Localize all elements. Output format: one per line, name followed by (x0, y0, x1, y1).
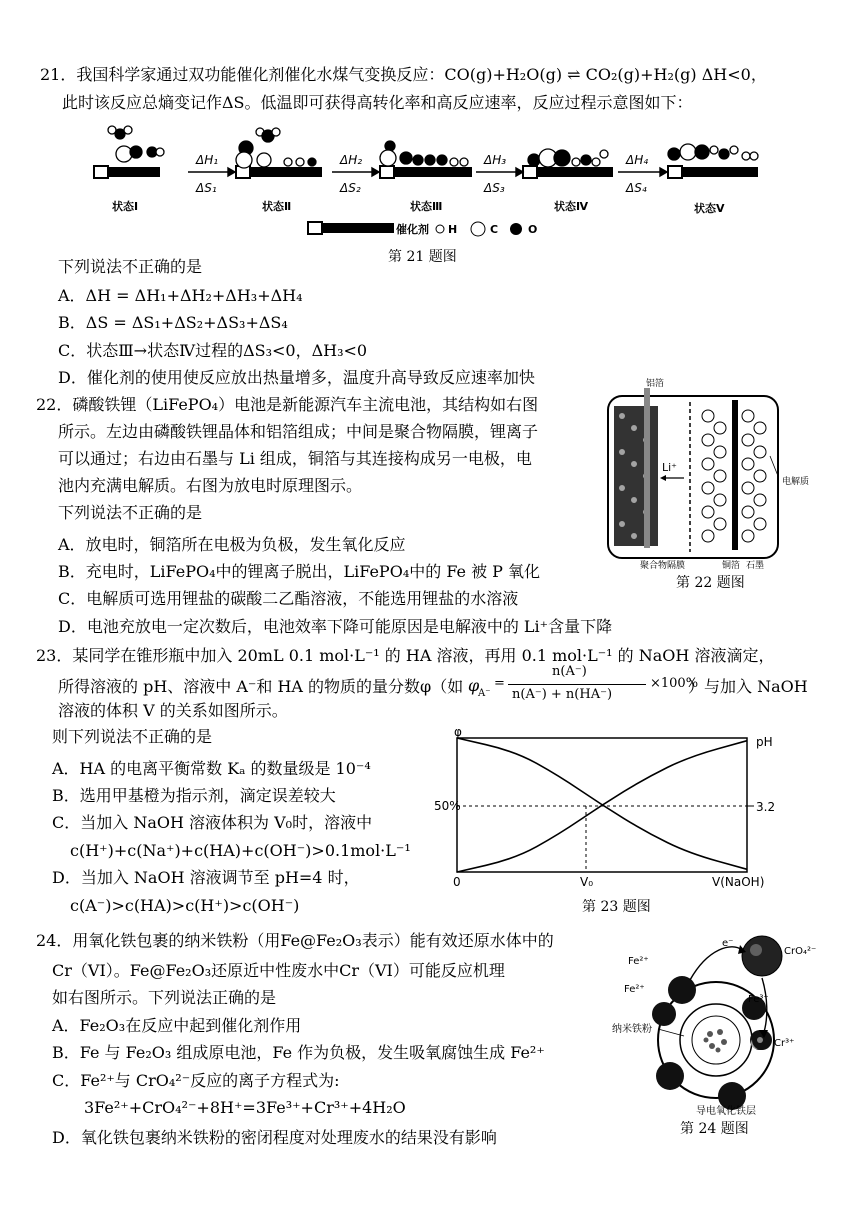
q23-stem-line1: 23．某同学在锥形瓶中加入 20mL 0.1 mol·L⁻¹ 的 HA 溶液，再用 0.1 mol·L⁻¹ 的 NaOH 溶液滴定， (36, 646, 775, 665)
q23-stem-line2b: ）与加入 NaOH (688, 677, 808, 696)
q21-stem-line2: 此时该反应总熵变记作ΔS。低温即可获得高转化率和高反应速率，反应过程示意图如下： (62, 93, 693, 112)
fe3-label: Fe³⁺ (748, 994, 769, 1005)
q23-option-c-cont: c(H⁺)+c(Na⁺)+c(HA)+c(OH⁻)>0.1mol·L⁻¹ (70, 841, 411, 860)
particle-3 (656, 1062, 684, 1090)
q22-option-b: B．充电时，LiFePO₄中的锂离子脱出，LiFePO₄中的 Fe 被 P 氧化 (58, 562, 541, 581)
q22-stem-line3: 可以通过；右边由石墨与 Li 组成，铜箔与其连接构成另一电极，电 (58, 449, 532, 468)
oxide-layer-label: 导电氧化铁层 (696, 1106, 756, 1117)
q23-question: 则下列说法不正确的是 (52, 727, 213, 746)
q21-legend (308, 222, 537, 236)
catalyst-state-1 (94, 166, 160, 178)
molecules-state-5 (668, 144, 758, 160)
formula-denominator: n(A⁻) + n(HA⁻) (512, 687, 613, 702)
q24-option-a: A．Fe₂O₃在反应中起到催化剂作用 (52, 1016, 302, 1035)
q24-stem-line2: Cr（VI）。Fe@Fe₂O₃还原近中性废水中Cr（VI）可能反应机理 (52, 961, 505, 980)
x-axis-label: V(NaOH) (712, 875, 765, 889)
ds4-label: ΔS₄ (626, 181, 647, 195)
chromate-label: CrO₄²⁻ (784, 946, 817, 957)
fe2-label-b: Fe²⁺ (624, 984, 645, 995)
q24-option-b: B．Fe 与 Fe₂O₃ 组成原电池，Fe 作为负极，发生吸氧腐蚀生成 Fe²⁺ (52, 1043, 545, 1062)
catalyst-state-2 (236, 166, 322, 178)
molecules-state-2 (236, 128, 316, 168)
catalyst-state-3 (380, 166, 472, 178)
q22-stem-line1: 22．磷酸铁锂（LiFePO₄）电池是新能源汽车主流电池，其结构如右图 (36, 395, 539, 414)
q23-option-d: D．当加入 NaOH 溶液调节至 pH=4 时， (52, 868, 360, 887)
legend-c: C (490, 223, 499, 236)
catalyst-state-4 (523, 166, 613, 178)
ds1-label: ΔS₁ (196, 181, 217, 195)
molecules-state-4 (528, 149, 608, 167)
dh3-label: ΔH₃ (484, 153, 507, 167)
state-5-label: 状态Ⅴ (694, 202, 725, 215)
cu-foil-label: 铜箔 (722, 561, 741, 571)
al-foil-label: 铝箔 (646, 379, 665, 389)
q22-stem-line2: 所示。左边由磷酸铁锂晶体和铝箔组成；中间是聚合物隔膜，锂离子 (58, 422, 539, 441)
q21-option-d: D．催化剂的使用使反应放出热量增多，温度升高导致反应速率加快 (58, 368, 535, 387)
y-left-tick-50: 50% (434, 799, 461, 813)
q21-caption: 第 21 题图 (388, 249, 457, 265)
chromate-particle (742, 936, 782, 976)
state-1-label: 状态Ⅰ (112, 200, 139, 213)
nano-iron-label: 纳米铁粉 (612, 1024, 652, 1035)
state-4-label: 状态Ⅳ (554, 200, 589, 213)
dh2-label: ΔH₂ (340, 153, 363, 167)
q22-stem-line4: 池内充满电解质。右图为放电时原理图示。 (58, 476, 363, 495)
q23-formula: φ A⁻ = n(A⁻) n(A⁻) + n(HA⁻) ×100% (468, 664, 699, 702)
q24-stem-line1: 24．用氧化铁包裹的纳米铁粉（用Fe@Fe₂O₃表示）能有效还原水体中的 (36, 931, 554, 950)
formula-phi: φ (468, 676, 480, 695)
q24-option-c: C．Fe²⁺与 CrO₄²⁻反应的离子方程式为: (52, 1071, 340, 1090)
x-tick-v0: V₀ (580, 875, 594, 889)
aluminum-foil (644, 388, 650, 548)
y-right-tick-32: 3.2 (756, 800, 776, 814)
q23-option-c: C．当加入 NaOH 溶液体积为 V₀时，溶液中 (52, 813, 373, 832)
electron-label: e⁻ (722, 938, 734, 949)
q23-stem-line3: 溶液的体积 V 的关系如图所示。 (58, 701, 288, 720)
ds2-label: ΔS₂ (340, 181, 361, 195)
molecules-state-1 (108, 126, 164, 162)
dh4-label: ΔH₄ (626, 153, 649, 167)
q23-titration-chart (430, 726, 790, 898)
q21-reaction-diagram (88, 122, 788, 252)
copper-foil (732, 400, 738, 550)
q23-option-a: A．HA 的电离平衡常数 Kₐ 的数量级是 10⁻⁴ (52, 759, 371, 778)
q24-mechanism-diagram (612, 928, 832, 1118)
q24-option-c-eq: 3Fe²⁺+CrO₄²⁻+8H⁺=3Fe³⁺+Cr³⁺+4H₂O (84, 1098, 406, 1117)
legend-catalyst: 催化剂 (396, 223, 429, 236)
series-a-curve (457, 738, 747, 869)
catalyst-state-5 (668, 166, 758, 178)
legend-o: O (528, 223, 538, 236)
q21-option-c: C．状态Ⅲ→状态Ⅳ过程的ΔS₃<0，ΔH₃<0 (58, 341, 368, 360)
state-3-label: 状态Ⅲ (410, 200, 443, 213)
q23-option-b: B．选用甲基橙为指示剂，滴定误差较大 (52, 786, 336, 805)
molecules-state-3 (380, 141, 468, 166)
q24-option-d: D．氧化铁包裹纳米铁粉的密闭程度对处理废水的结果没有影响 (52, 1128, 497, 1147)
q22-caption: 第 22 题图 (676, 575, 745, 591)
formula-phi-sub: A⁻ (478, 688, 491, 699)
q21-question: 下列说法不正确的是 (58, 257, 203, 276)
li-ion-label: Li⁺ (662, 461, 677, 474)
q23-caption: 第 23 题图 (582, 899, 651, 915)
q22-question: 下列说法不正确的是 (58, 503, 203, 522)
fe2-label-a: Fe²⁺ (628, 956, 649, 967)
q22-option-a: A．放电时，铜箔所在电极为负极，发生氧化反应 (58, 535, 406, 554)
ds3-label: ΔS₃ (484, 181, 505, 195)
x-tick-0: 0 (453, 875, 461, 889)
q22-option-d: D．电池充放电一定次数后，电池效率下降可能原因是电解液中的 Li⁺含量下降 (58, 617, 613, 636)
q24-stem-line3: 如右图所示。下列说法正确的是 (52, 988, 277, 1007)
q23-option-d-cont: c(A⁻)>c(HA)>c(H⁺)>c(OH⁻) (70, 896, 300, 915)
membrane-label: 聚合物隔膜 (640, 561, 686, 571)
q21-stem-line1: 21．我国科学家通过双功能催化剂催化水煤气变换反应：CO(g)+H₂O(g) ⇌ CO₂(g)+H₂(g) ΔH<0， (40, 65, 767, 84)
y-right-label: pH (756, 735, 773, 749)
state-2-label: 状态Ⅱ (262, 200, 292, 213)
dh1-label: ΔH₁ (196, 153, 219, 167)
particle-2 (652, 1002, 676, 1026)
cr3-label: Cr³⁺ (774, 1038, 795, 1049)
q24-caption: 第 24 题图 (680, 1121, 749, 1137)
electrolyte-label: 电解质 (782, 477, 810, 487)
y-left-label: φ (454, 726, 462, 739)
graphite-label: 石墨 (746, 561, 765, 571)
formula-tail: ×100% (650, 676, 699, 691)
particle-1 (668, 976, 696, 1004)
q22-battery-diagram (600, 376, 840, 571)
q21-option-a: A．ΔH = ΔH₁+ΔH₂+ΔH₃+ΔH₄ (58, 286, 303, 305)
q23-stem-line2a: 所得溶液的 pH、溶液中 A⁻和 HA 的物质的量分数φ（如 (58, 677, 464, 696)
legend-h: H (448, 223, 458, 236)
q22-option-c: C．电解质可选用锂盐的碳酸二乙酯溶液，不能选用锂盐的水溶液 (58, 589, 519, 608)
q21-option-b: B．ΔS = ΔS₁+ΔS₂+ΔS₃+ΔS₄ (58, 313, 288, 332)
formula-numerator: n(A⁻) (552, 664, 587, 679)
